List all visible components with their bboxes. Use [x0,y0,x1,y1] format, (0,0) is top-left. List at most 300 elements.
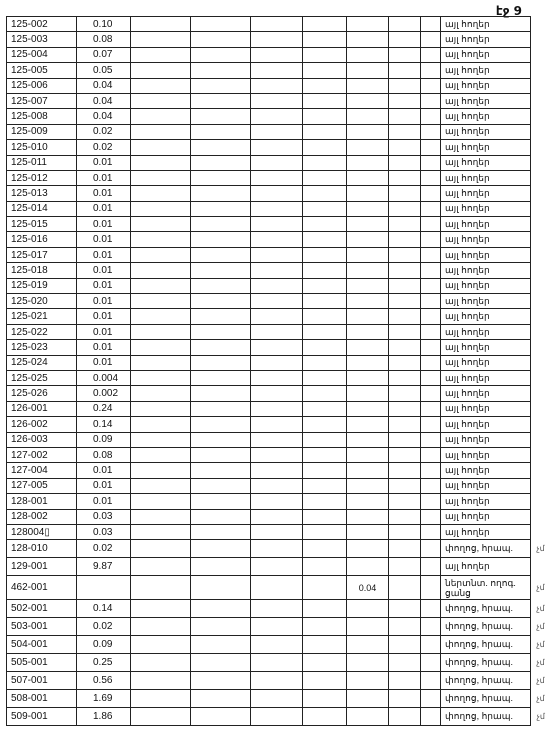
margin-mark: չմ [536,712,545,722]
area-value-cell: 0.08 [77,447,131,462]
margin-mark [531,494,551,509]
area-value-cell: 0.01 [77,247,131,262]
empty-cell [303,201,347,216]
empty-cell [389,524,421,539]
margin-mark: չմ [536,640,545,650]
parcel-code-cell: 125-010 [7,140,77,155]
parcel-code-cell: 509-001 [7,708,77,726]
parcel-code-cell: 127-004 [7,463,77,478]
empty-cell [131,654,191,672]
land-use-cell: այլ հողեր [441,509,531,524]
empty-cell [191,217,251,232]
land-use-cell: այլ հողեր [441,447,531,462]
empty-cell [251,247,303,262]
network-area-cell [347,63,389,78]
empty-cell [303,386,347,401]
land-use-cell: այլ հողեր [441,263,531,278]
land-use-cell: այլ հողեր [441,109,531,124]
empty-cell [389,340,421,355]
land-use-cell: այլ հողեր [441,186,531,201]
margin-mark [531,294,551,309]
table-row [7,47,551,62]
empty-cell [251,509,303,524]
empty-cell [191,232,251,247]
empty-cell [191,140,251,155]
parcel-code-cell: 125-005 [7,63,77,78]
empty-cell [421,294,441,309]
empty-cell [421,600,441,618]
area-value-cell: 0.02 [77,618,131,636]
network-area-cell [347,401,389,416]
empty-cell [131,386,191,401]
margin-mark [531,217,551,232]
area-value-cell: 0.04 [77,109,131,124]
empty-cell [303,186,347,201]
parcel-code-cell: 125-018 [7,263,77,278]
parcel-code-cell: 125-022 [7,324,77,339]
land-use-cell: այլ հողեր [441,309,531,324]
network-area-cell [347,386,389,401]
empty-cell [191,432,251,447]
network-area-cell [347,540,389,558]
empty-cell [303,140,347,155]
empty-cell [191,124,251,139]
land-use-cell: այլ հողեր [441,155,531,170]
land-use-cell: այլ հողեր [441,463,531,478]
empty-cell [389,324,421,339]
parcel-code-cell: 127-005 [7,478,77,493]
network-area-cell [347,170,389,185]
land-use-cell: այլ հողեր [441,340,531,355]
parcel-code-cell: 507-001 [7,672,77,690]
empty-cell [131,201,191,216]
empty-cell [251,618,303,636]
empty-cell [191,558,251,576]
empty-cell [191,170,251,185]
parcel-code-cell: 125-002 [7,17,77,32]
empty-cell [131,78,191,93]
empty-cell [421,93,441,108]
table-row [7,93,551,108]
area-value-cell: 0.24 [77,401,131,416]
parcel-code-cell: 128004▯ [7,524,77,539]
empty-cell [303,370,347,385]
area-value-cell: 0.01 [77,309,131,324]
margin-mark [531,109,551,124]
empty-cell [131,309,191,324]
empty-cell [251,386,303,401]
empty-cell [389,478,421,493]
empty-cell [389,278,421,293]
empty-cell [251,524,303,539]
area-value-cell: 0.02 [77,540,131,558]
empty-cell [303,417,347,432]
table-row [7,509,551,524]
parcel-code-cell: 125-021 [7,309,77,324]
empty-cell [389,355,421,370]
empty-cell [251,278,303,293]
empty-cell [191,524,251,539]
network-area-cell [347,654,389,672]
empty-cell [191,708,251,726]
empty-cell [131,47,191,62]
network-area-cell [347,124,389,139]
table-row [7,294,551,309]
empty-cell [131,324,191,339]
land-use-cell: այլ հողեր [441,78,531,93]
empty-cell [191,340,251,355]
empty-cell [303,217,347,232]
empty-cell [421,124,441,139]
empty-cell [303,478,347,493]
network-area-cell [347,618,389,636]
table-row [7,618,551,636]
margin-mark [531,558,551,576]
empty-cell [303,708,347,726]
empty-cell [389,217,421,232]
margin-mark [531,186,551,201]
margin-mark [531,401,551,416]
empty-cell [389,600,421,618]
empty-cell [251,355,303,370]
empty-cell [421,217,441,232]
empty-cell [389,186,421,201]
empty-cell [389,155,421,170]
area-value-cell: 0.25 [77,654,131,672]
empty-cell [389,417,421,432]
empty-cell [131,576,191,600]
network-area-cell [347,463,389,478]
empty-cell [303,294,347,309]
land-use-cell: այլ հողեր [441,494,531,509]
empty-cell [251,672,303,690]
empty-cell [421,278,441,293]
empty-cell [191,672,251,690]
network-area-cell [347,47,389,62]
land-use-cell: փողոց, հրապ. [441,654,531,672]
empty-cell [303,324,347,339]
land-use-cell: այլ հողեր [441,478,531,493]
empty-cell [191,247,251,262]
margin-mark [531,170,551,185]
table-row [7,576,551,600]
empty-cell [421,576,441,600]
empty-cell [421,558,441,576]
empty-cell [191,401,251,416]
parcel-code-cell: 125-007 [7,93,77,108]
table-row [7,109,551,124]
area-value-cell: 0.004 [77,370,131,385]
empty-cell [191,109,251,124]
empty-cell [251,576,303,600]
parcel-code-cell: 125-025 [7,370,77,385]
area-value-cell: 0.01 [77,232,131,247]
parcel-code-cell: 128-002 [7,509,77,524]
empty-cell [191,417,251,432]
network-area-cell: 0.04 [347,576,389,600]
empty-cell [303,47,347,62]
empty-cell [131,232,191,247]
parcel-code-cell: 125-026 [7,386,77,401]
empty-cell [191,654,251,672]
empty-cell [389,509,421,524]
network-area-cell [347,494,389,509]
empty-cell [303,232,347,247]
area-value-cell: 0.02 [77,124,131,139]
table-row [7,201,551,216]
area-value-cell [77,576,131,600]
parcel-code-cell: 125-003 [7,32,77,47]
margin-mark [531,201,551,216]
empty-cell [131,672,191,690]
empty-cell [421,17,441,32]
area-value-cell: 0.01 [77,155,131,170]
empty-cell [303,672,347,690]
table-row [7,447,551,462]
table-row [7,78,551,93]
table-row [7,708,551,726]
empty-cell [389,690,421,708]
parcel-code-cell: 128-001 [7,494,77,509]
network-area-cell [347,232,389,247]
empty-cell [131,186,191,201]
land-use-cell: ներտնտ. ողոգ. ցանց [441,576,531,600]
empty-cell [131,447,191,462]
empty-cell [303,340,347,355]
empty-cell [191,78,251,93]
table-row [7,247,551,262]
network-area-cell [347,140,389,155]
table-row [7,263,551,278]
empty-cell [131,93,191,108]
area-value-cell: 0.03 [77,524,131,539]
empty-cell [303,263,347,278]
empty-cell [421,140,441,155]
empty-cell [131,494,191,509]
empty-cell [131,524,191,539]
empty-cell [251,463,303,478]
empty-cell [389,370,421,385]
area-value-cell: 0.01 [77,294,131,309]
empty-cell [251,600,303,618]
empty-cell [131,17,191,32]
parcel-code-cell: 125-023 [7,340,77,355]
network-area-cell [347,370,389,385]
area-value-cell: 0.08 [77,32,131,47]
margin-mark: չմ [536,622,545,632]
parcel-code-cell: 125-020 [7,294,77,309]
network-area-cell [347,32,389,47]
empty-cell [421,447,441,462]
empty-cell [421,201,441,216]
empty-cell [303,600,347,618]
empty-cell [421,232,441,247]
empty-cell [421,386,441,401]
empty-cell [251,140,303,155]
margin-mark: չմ [536,544,545,554]
empty-cell [303,170,347,185]
land-use-cell: այլ հողեր [441,32,531,47]
margin-mark [531,78,551,93]
parcel-code-cell: 125-008 [7,109,77,124]
network-area-cell [347,309,389,324]
empty-cell [251,17,303,32]
area-value-cell: 0.07 [77,47,131,62]
network-area-cell [347,109,389,124]
empty-cell [131,690,191,708]
table-row [7,309,551,324]
land-use-cell: այլ հողեր [441,124,531,139]
table-row [7,232,551,247]
empty-cell [251,186,303,201]
empty-cell [303,93,347,108]
empty-cell [303,355,347,370]
parcel-code-cell: 126-001 [7,401,77,416]
empty-cell [131,155,191,170]
empty-cell [421,509,441,524]
empty-cell [303,509,347,524]
empty-cell [421,690,441,708]
empty-cell [421,708,441,726]
empty-cell [251,690,303,708]
margin-mark [531,340,551,355]
margin-mark: չմ [536,694,545,704]
parcel-code-cell: 125-004 [7,47,77,62]
parcel-code-cell: 126-003 [7,432,77,447]
area-value-cell: 0.05 [77,63,131,78]
empty-cell [303,109,347,124]
empty-cell [131,463,191,478]
parcel-code-cell: 129-001 [7,558,77,576]
empty-cell [303,494,347,509]
area-value-cell: 0.01 [77,201,131,216]
land-use-cell: այլ հողեր [441,140,531,155]
empty-cell [131,558,191,576]
parcel-code-cell: 125-017 [7,247,77,262]
land-use-cell: փողոց, հրապ. [441,600,531,618]
land-use-cell: այլ հողեր [441,294,531,309]
empty-cell [131,340,191,355]
table-row [7,494,551,509]
empty-cell [421,494,441,509]
empty-cell [389,447,421,462]
land-use-cell: այլ հողեր [441,278,531,293]
area-value-cell: 0.01 [77,340,131,355]
margin-mark [531,93,551,108]
empty-cell [191,186,251,201]
empty-cell [131,109,191,124]
parcel-code-cell: 125-015 [7,217,77,232]
network-area-cell [347,690,389,708]
margin-mark [531,447,551,462]
table-row [7,672,551,690]
land-use-cell: այլ հողեր [441,170,531,185]
empty-cell [421,401,441,416]
empty-cell [389,401,421,416]
empty-cell [191,17,251,32]
margin-mark [531,263,551,278]
margin-mark [531,355,551,370]
empty-cell [303,618,347,636]
land-use-cell: այլ հողեր [441,17,531,32]
land-use-cell: այլ հողեր [441,93,531,108]
table-row [7,540,551,558]
empty-cell [251,370,303,385]
empty-cell [191,47,251,62]
empty-cell [251,109,303,124]
empty-cell [131,263,191,278]
table-body [7,17,551,726]
empty-cell [131,140,191,155]
empty-cell [389,618,421,636]
parcel-code-cell: 126-002 [7,417,77,432]
area-value-cell: 0.01 [77,463,131,478]
area-value-cell: 0.01 [77,478,131,493]
parcel-code-cell: 504-001 [7,636,77,654]
parcel-code-cell: 508-001 [7,690,77,708]
empty-cell [191,63,251,78]
empty-cell [421,417,441,432]
network-area-cell [347,78,389,93]
table-row [7,654,551,672]
empty-cell [131,278,191,293]
empty-cell [303,32,347,47]
margin-mark [531,278,551,293]
empty-cell [389,17,421,32]
margin-mark [531,124,551,139]
empty-cell [251,494,303,509]
network-area-cell [347,263,389,278]
network-area-cell [347,247,389,262]
margin-mark [531,370,551,385]
empty-cell [191,576,251,600]
empty-cell [191,509,251,524]
empty-cell [251,708,303,726]
empty-cell [131,170,191,185]
empty-cell [303,524,347,539]
area-value-cell: 0.04 [77,78,131,93]
land-use-cell: այլ հողեր [441,386,531,401]
empty-cell [131,478,191,493]
empty-cell [421,324,441,339]
margin-mark [531,63,551,78]
table-row [7,558,551,576]
land-use-cell: այլ հողեր [441,247,531,262]
empty-cell [131,600,191,618]
area-value-cell: 1.86 [77,708,131,726]
empty-cell [303,690,347,708]
table-row [7,186,551,201]
empty-cell [191,294,251,309]
parcel-code-cell: 503-001 [7,618,77,636]
empty-cell [389,654,421,672]
area-value-cell: 0.09 [77,636,131,654]
land-use-cell: այլ հողեր [441,370,531,385]
empty-cell [131,63,191,78]
empty-cell [389,432,421,447]
empty-cell [251,478,303,493]
network-area-cell [347,600,389,618]
area-value-cell: 0.04 [77,93,131,108]
land-use-cell: այլ հողեր [441,432,531,447]
empty-cell [421,478,441,493]
land-use-cell: այլ հողեր [441,217,531,232]
network-area-cell [347,155,389,170]
margin-mark [531,232,551,247]
network-area-cell [347,672,389,690]
area-value-cell: 0.01 [77,170,131,185]
area-value-cell: 0.02 [77,140,131,155]
